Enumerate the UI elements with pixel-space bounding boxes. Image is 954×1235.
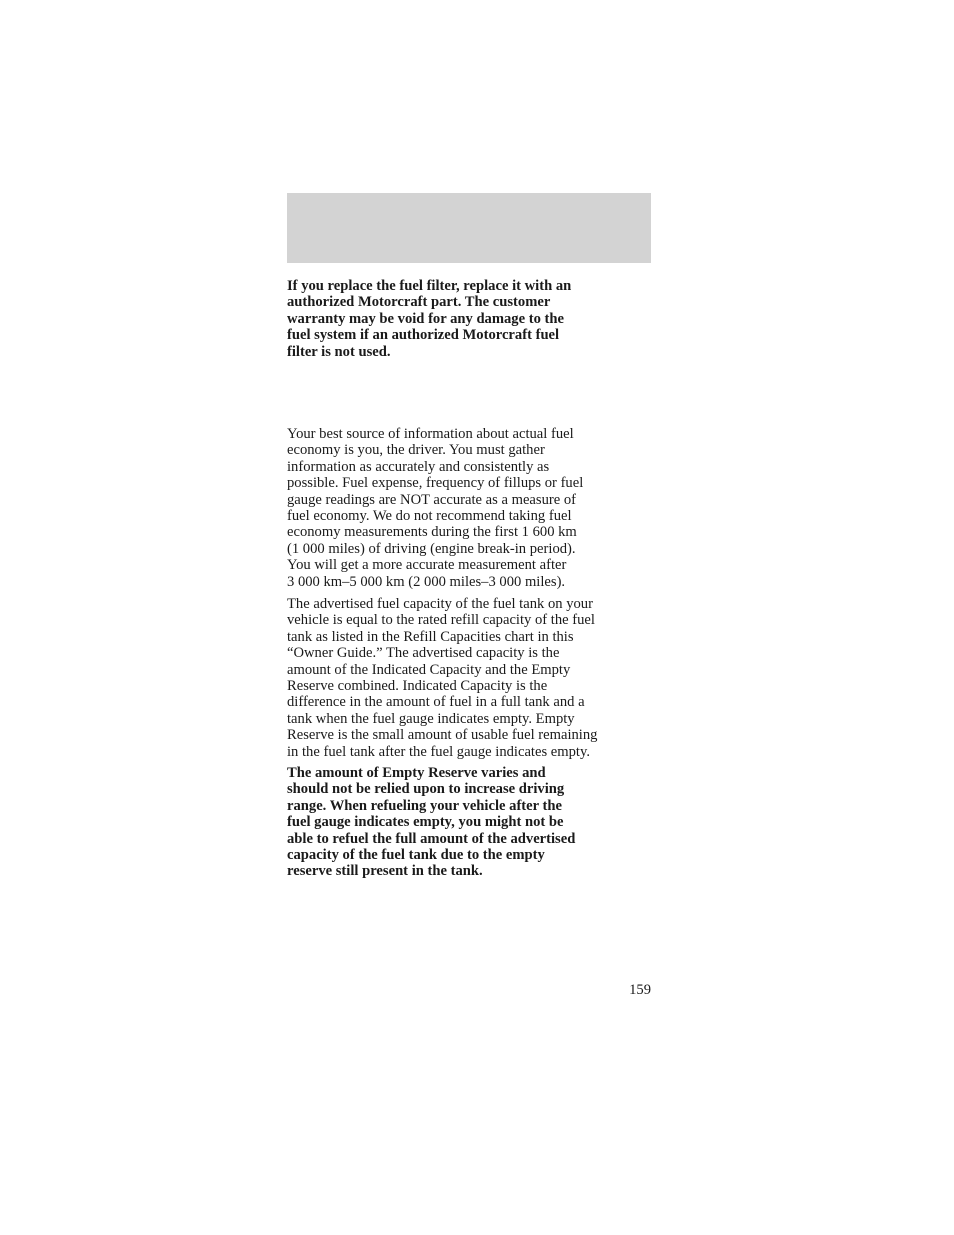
text-line: filter is not used.	[287, 343, 391, 360]
text-line: fuel gauge indicates empty, you might not be	[287, 814, 564, 831]
text-line: difference in the amount of fuel in a full tank and a	[287, 694, 585, 711]
text-line: Your best source of information about actual fuel	[287, 426, 574, 442]
text-line: You will get a more accurate measurement after	[287, 557, 567, 574]
text-line: If you replace the fuel filter, replace it with an	[287, 278, 572, 294]
text-line: in the fuel tank after the fuel gauge indicates empty.	[287, 743, 590, 760]
fuel-filter-warning	[287, 278, 653, 360]
fuel-economy-paragraph	[287, 426, 653, 590]
text-line: “Owner Guide.” The advertised capacity is the	[287, 645, 560, 662]
text-line: able to refuel the full amount of the advertised	[287, 830, 576, 847]
text-line: information as accurately and consistently as	[287, 458, 550, 475]
text-line: range. When refueling your vehicle after the	[287, 797, 562, 814]
text-line: should not be relied upon to increase driving	[287, 781, 565, 798]
text-line: vehicle is equal to the rated refill capacity of the fuel	[287, 612, 595, 629]
fuel-capacity-paragraph	[287, 596, 653, 760]
text-line: warranty may be void for any damage to the	[287, 310, 564, 327]
empty-reserve-warning	[287, 765, 653, 880]
text-line: reserve still present in the tank.	[287, 863, 483, 880]
text-line: 3 000 km–5 000 km (2 000 miles–3 000 miles).	[287, 573, 566, 590]
text-line: authorized Motorcraft part. The customer	[287, 294, 551, 311]
text-line: economy measurements during the first 1 600 km	[287, 524, 577, 541]
text-line: fuel system if an authorized Motorcraft fuel	[287, 327, 560, 344]
text-line: (1 000 miles) of driving (engine break-in period).	[287, 540, 576, 557]
text-line: possible. Fuel expense, frequency of fillups or fuel	[287, 475, 584, 492]
text-line: economy is you, the driver. You must gather	[287, 442, 545, 459]
text-line: Reserve is the small amount of usable fuel remaining	[287, 727, 598, 744]
text-line: capacity of the fuel tank due to the empty	[287, 847, 545, 864]
text-line: The amount of Empty Reserve varies and	[287, 765, 546, 781]
text-line: tank when the fuel gauge indicates empty. Empty	[287, 710, 575, 727]
section-header-band	[287, 193, 651, 263]
text-line: gauge readings are NOT accurate as a measure of	[287, 491, 577, 508]
text-line: tank as listed in the Refill Capacities chart in this	[287, 628, 574, 645]
page-number: 159	[629, 982, 651, 998]
text-line: Reserve combined. Indicated Capacity is the	[287, 678, 548, 695]
text-line: The advertised fuel capacity of the fuel tank on your	[287, 596, 593, 612]
text-line: amount of the Indicated Capacity and the Empty	[287, 661, 571, 678]
text-line: fuel economy. We do not recommend taking fuel	[287, 508, 572, 525]
